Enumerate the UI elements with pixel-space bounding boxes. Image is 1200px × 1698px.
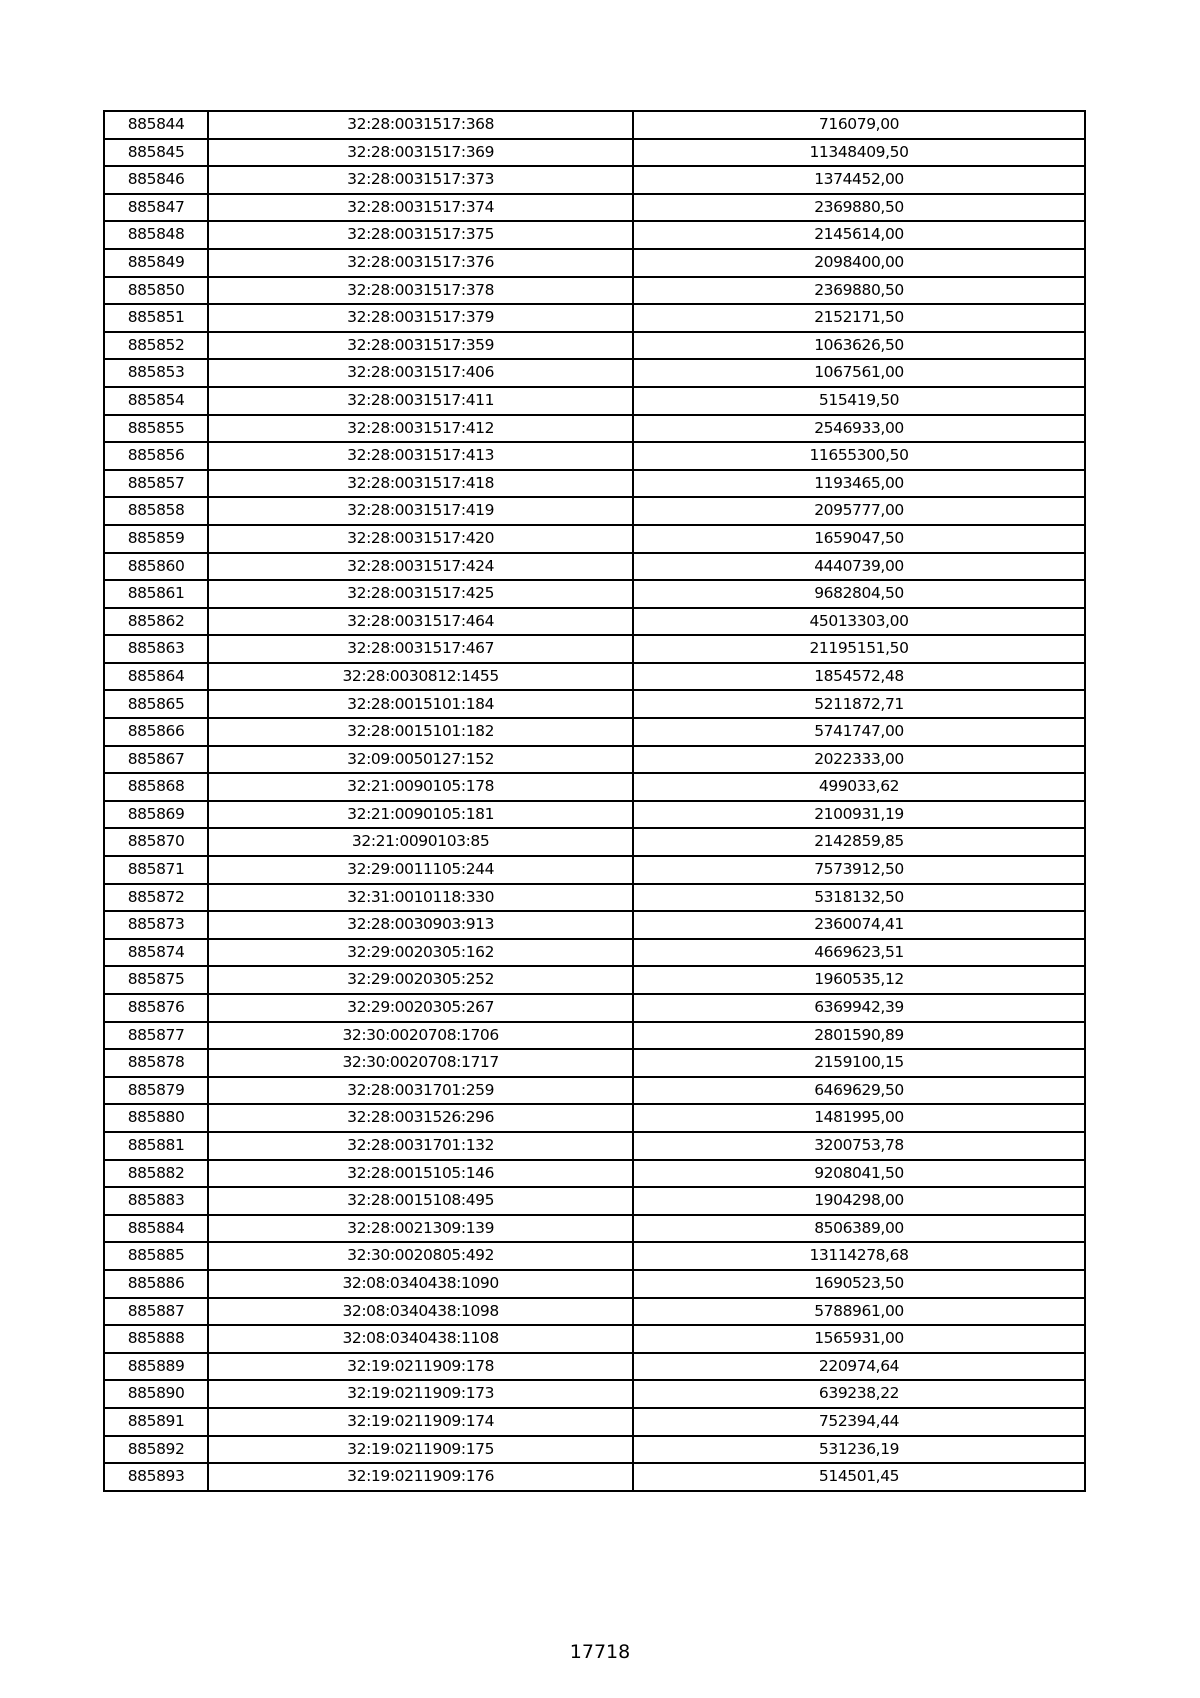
table-row: [104, 277, 1085, 305]
table-row: [104, 718, 1085, 746]
value-cell: 2098400,00: [633, 249, 1085, 277]
table-row: [104, 580, 1085, 608]
record-number-cell: 885857: [104, 470, 208, 498]
cadastral-number-cell: 32:21:0090105:178: [208, 773, 633, 801]
value-cell: 6469629,50: [633, 1077, 1085, 1105]
value-cell: 515419,50: [633, 387, 1085, 415]
cadastral-number-cell: 32:28:0031517:379: [208, 304, 633, 332]
value-cell: 1193465,00: [633, 470, 1085, 498]
cadastral-number-cell: 32:28:0031517:368: [208, 111, 633, 139]
table-row: [104, 304, 1085, 332]
cadastral-number-cell: 32:28:0021309:139: [208, 1215, 633, 1243]
record-number-cell: 885850: [104, 277, 208, 305]
table-row: [104, 635, 1085, 663]
cadastral-number-cell: 32:29:0011105:244: [208, 856, 633, 884]
value-cell: 4669623,51: [633, 939, 1085, 967]
cadastral-number-cell: 32:28:0031517:376: [208, 249, 633, 277]
value-cell: 5211872,71: [633, 690, 1085, 718]
value-cell: 21195151,50: [633, 635, 1085, 663]
cadastral-number-cell: 32:28:0031701:259: [208, 1077, 633, 1105]
record-number-cell: 885864: [104, 663, 208, 691]
record-number-cell: 885879: [104, 1077, 208, 1105]
cadastral-number-cell: 32:30:0020805:492: [208, 1242, 633, 1270]
value-cell: 1690523,50: [633, 1270, 1085, 1298]
cadastral-number-cell: 32:08:0340438:1098: [208, 1298, 633, 1326]
cadastral-number-cell: 32:19:0211909:174: [208, 1408, 633, 1436]
value-cell: 1854572,48: [633, 663, 1085, 691]
table-row: [104, 801, 1085, 829]
value-cell: 2369880,50: [633, 194, 1085, 222]
value-cell: 1659047,50: [633, 525, 1085, 553]
value-cell: 3200753,78: [633, 1132, 1085, 1160]
cadastral-number-cell: 32:28:0015101:184: [208, 690, 633, 718]
value-cell: 9208041,50: [633, 1160, 1085, 1188]
value-cell: 5318132,50: [633, 884, 1085, 912]
record-number-cell: 885858: [104, 497, 208, 525]
cadastral-number-cell: 32:28:0030812:1455: [208, 663, 633, 691]
record-number-cell: 885856: [104, 442, 208, 470]
table-row: [104, 249, 1085, 277]
table-row: [104, 332, 1085, 360]
value-cell: 514501,45: [633, 1463, 1085, 1491]
table-row: [104, 1242, 1085, 1270]
value-cell: 9682804,50: [633, 580, 1085, 608]
table-row: [104, 194, 1085, 222]
record-number-cell: 885892: [104, 1436, 208, 1464]
table-row: [104, 1049, 1085, 1077]
cadastral-number-cell: 32:28:0015108:495: [208, 1187, 633, 1215]
record-number-cell: 885867: [104, 746, 208, 774]
table-row: [104, 690, 1085, 718]
record-number-cell: 885870: [104, 828, 208, 856]
cadastral-number-cell: 32:29:0020305:162: [208, 939, 633, 967]
record-number-cell: 885868: [104, 773, 208, 801]
cadastral-number-cell: 32:30:0020708:1706: [208, 1022, 633, 1050]
value-cell: 220974,64: [633, 1353, 1085, 1381]
record-number-cell: 885875: [104, 966, 208, 994]
table-row: [104, 553, 1085, 581]
cadastral-number-cell: 32:21:0090103:85: [208, 828, 633, 856]
value-cell: 2095777,00: [633, 497, 1085, 525]
record-number-cell: 885866: [104, 718, 208, 746]
cadastral-number-cell: 32:31:0010118:330: [208, 884, 633, 912]
cadastral-number-cell: 32:28:0031517:464: [208, 608, 633, 636]
table-row: [104, 139, 1085, 167]
record-number-cell: 885878: [104, 1049, 208, 1077]
table-row: [104, 415, 1085, 443]
cadastral-number-cell: 32:28:0031517:359: [208, 332, 633, 360]
table-row: [104, 1436, 1085, 1464]
cadastral-number-cell: 32:28:0031517:369: [208, 139, 633, 167]
record-number-cell: 885846: [104, 166, 208, 194]
value-cell: 5788961,00: [633, 1298, 1085, 1326]
cadastral-number-cell: 32:28:0031517:412: [208, 415, 633, 443]
table-row: [104, 746, 1085, 774]
record-number-cell: 885855: [104, 415, 208, 443]
table-row: [104, 359, 1085, 387]
table-row: [104, 1077, 1085, 1105]
cadastral-number-cell: 32:29:0020305:267: [208, 994, 633, 1022]
cadastral-number-cell: 32:28:0031517:406: [208, 359, 633, 387]
record-number-cell: 885885: [104, 1242, 208, 1270]
record-number-cell: 885893: [104, 1463, 208, 1491]
cadastral-number-cell: 32:28:0015101:182: [208, 718, 633, 746]
value-cell: 11655300,50: [633, 442, 1085, 470]
cadastral-number-cell: 32:28:0031517:374: [208, 194, 633, 222]
value-cell: 1481995,00: [633, 1104, 1085, 1132]
record-number-cell: 885873: [104, 911, 208, 939]
table-row: [104, 663, 1085, 691]
value-cell: 1960535,12: [633, 966, 1085, 994]
table-row: [104, 1380, 1085, 1408]
table-row: [104, 525, 1085, 553]
record-number-cell: 885844: [104, 111, 208, 139]
table-body: [104, 111, 1085, 1491]
record-number-cell: 885874: [104, 939, 208, 967]
record-number-cell: 885890: [104, 1380, 208, 1408]
cadastral-number-cell: 32:28:0031517:467: [208, 635, 633, 663]
record-number-cell: 885869: [104, 801, 208, 829]
value-cell: 2022333,00: [633, 746, 1085, 774]
record-number-cell: 885882: [104, 1160, 208, 1188]
cadastral-number-cell: 32:28:0031517:420: [208, 525, 633, 553]
record-number-cell: 885886: [104, 1270, 208, 1298]
cadastral-number-cell: 32:28:0030903:913: [208, 911, 633, 939]
cadastral-number-cell: 32:28:0031517:413: [208, 442, 633, 470]
table-row: [104, 497, 1085, 525]
record-number-cell: 885862: [104, 608, 208, 636]
table-row: [104, 1270, 1085, 1298]
cadastral-number-cell: 32:28:0031517:375: [208, 221, 633, 249]
cadastral-number-cell: 32:09:0050127:152: [208, 746, 633, 774]
table-row: [104, 1325, 1085, 1353]
table-row: [104, 773, 1085, 801]
cadastral-number-cell: 32:19:0211909:176: [208, 1463, 633, 1491]
cadastral-number-cell: 32:08:0340438:1108: [208, 1325, 633, 1353]
value-cell: 2369880,50: [633, 277, 1085, 305]
cadastral-number-cell: 32:28:0031517:419: [208, 497, 633, 525]
value-cell: 2145614,00: [633, 221, 1085, 249]
value-cell: 1904298,00: [633, 1187, 1085, 1215]
value-cell: 1063626,50: [633, 332, 1085, 360]
table-row: [104, 387, 1085, 415]
cadastral-number-cell: 32:29:0020305:252: [208, 966, 633, 994]
table-row: [104, 470, 1085, 498]
page-number: 17718: [569, 1641, 631, 1663]
table-row: [104, 221, 1085, 249]
value-cell: 45013303,00: [633, 608, 1085, 636]
table-row: [104, 966, 1085, 994]
table-row: [104, 911, 1085, 939]
value-cell: 4440739,00: [633, 553, 1085, 581]
value-cell: 11348409,50: [633, 139, 1085, 167]
cadastral-number-cell: 32:28:0031526:296: [208, 1104, 633, 1132]
value-cell: 2546933,00: [633, 415, 1085, 443]
record-number-cell: 885891: [104, 1408, 208, 1436]
cadastral-number-cell: 32:28:0031517:373: [208, 166, 633, 194]
record-number-cell: 885854: [104, 387, 208, 415]
record-number-cell: 885881: [104, 1132, 208, 1160]
table-row: [104, 111, 1085, 139]
record-number-cell: 885851: [104, 304, 208, 332]
record-number-cell: 885865: [104, 690, 208, 718]
table-row: [104, 608, 1085, 636]
record-number-cell: 885876: [104, 994, 208, 1022]
table-row: [104, 994, 1085, 1022]
cadastral-number-cell: 32:19:0211909:173: [208, 1380, 633, 1408]
value-cell: 1374452,00: [633, 166, 1085, 194]
record-number-cell: 885859: [104, 525, 208, 553]
cadastral-number-cell: 32:28:0015105:146: [208, 1160, 633, 1188]
record-number-cell: 885871: [104, 856, 208, 884]
cadastral-number-cell: 32:19:0211909:178: [208, 1353, 633, 1381]
table-row: [104, 1408, 1085, 1436]
cadastral-number-cell: 32:28:0031701:132: [208, 1132, 633, 1160]
record-number-cell: 885889: [104, 1353, 208, 1381]
table-row: [104, 1022, 1085, 1050]
record-number-cell: 885861: [104, 580, 208, 608]
table-row: [104, 1187, 1085, 1215]
record-number-cell: 885880: [104, 1104, 208, 1132]
record-number-cell: 885863: [104, 635, 208, 663]
record-number-cell: 885847: [104, 194, 208, 222]
value-cell: 752394,44: [633, 1408, 1085, 1436]
cadastral-number-cell: 32:21:0090105:181: [208, 801, 633, 829]
table-row: [104, 1353, 1085, 1381]
cadastral-number-cell: 32:28:0031517:418: [208, 470, 633, 498]
table-row: [104, 442, 1085, 470]
record-number-cell: 885849: [104, 249, 208, 277]
data-table: [103, 110, 1086, 1492]
value-cell: 2801590,89: [633, 1022, 1085, 1050]
value-cell: 2360074,41: [633, 911, 1085, 939]
value-cell: 531236,19: [633, 1436, 1085, 1464]
cadastral-number-cell: 32:30:0020708:1717: [208, 1049, 633, 1077]
cadastral-number-cell: 32:28:0031517:411: [208, 387, 633, 415]
record-number-cell: 885848: [104, 221, 208, 249]
record-number-cell: 885853: [104, 359, 208, 387]
table-row: [104, 1298, 1085, 1326]
record-number-cell: 885845: [104, 139, 208, 167]
value-cell: 7573912,50: [633, 856, 1085, 884]
table-row: [104, 939, 1085, 967]
record-number-cell: 885872: [104, 884, 208, 912]
record-number-cell: 885884: [104, 1215, 208, 1243]
value-cell: 13114278,68: [633, 1242, 1085, 1270]
value-cell: 639238,22: [633, 1380, 1085, 1408]
table-row: [104, 856, 1085, 884]
value-cell: 1067561,00: [633, 359, 1085, 387]
table-row: [104, 1215, 1085, 1243]
table-row: [104, 884, 1085, 912]
record-number-cell: 885852: [104, 332, 208, 360]
record-number-cell: 885883: [104, 1187, 208, 1215]
value-cell: 716079,00: [633, 111, 1085, 139]
record-number-cell: 885888: [104, 1325, 208, 1353]
value-cell: 6369942,39: [633, 994, 1085, 1022]
table-row: [104, 1160, 1085, 1188]
value-cell: 1565931,00: [633, 1325, 1085, 1353]
cadastral-number-cell: 32:08:0340438:1090: [208, 1270, 633, 1298]
record-number-cell: 885877: [104, 1022, 208, 1050]
cadastral-number-cell: 32:28:0031517:378: [208, 277, 633, 305]
table-row: [104, 1463, 1085, 1491]
value-cell: 5741747,00: [633, 718, 1085, 746]
value-cell: 2100931,19: [633, 801, 1085, 829]
value-cell: 2142859,85: [633, 828, 1085, 856]
table-row: [104, 828, 1085, 856]
value-cell: 2159100,15: [633, 1049, 1085, 1077]
value-cell: 499033,62: [633, 773, 1085, 801]
value-cell: 8506389,00: [633, 1215, 1085, 1243]
cadastral-number-cell: 32:19:0211909:175: [208, 1436, 633, 1464]
cadastral-number-cell: 32:28:0031517:425: [208, 580, 633, 608]
record-number-cell: 885860: [104, 553, 208, 581]
table-row: [104, 1132, 1085, 1160]
value-cell: 2152171,50: [633, 304, 1085, 332]
record-number-cell: 885887: [104, 1298, 208, 1326]
table-row: [104, 1104, 1085, 1132]
table-row: [104, 166, 1085, 194]
cadastral-number-cell: 32:28:0031517:424: [208, 553, 633, 581]
